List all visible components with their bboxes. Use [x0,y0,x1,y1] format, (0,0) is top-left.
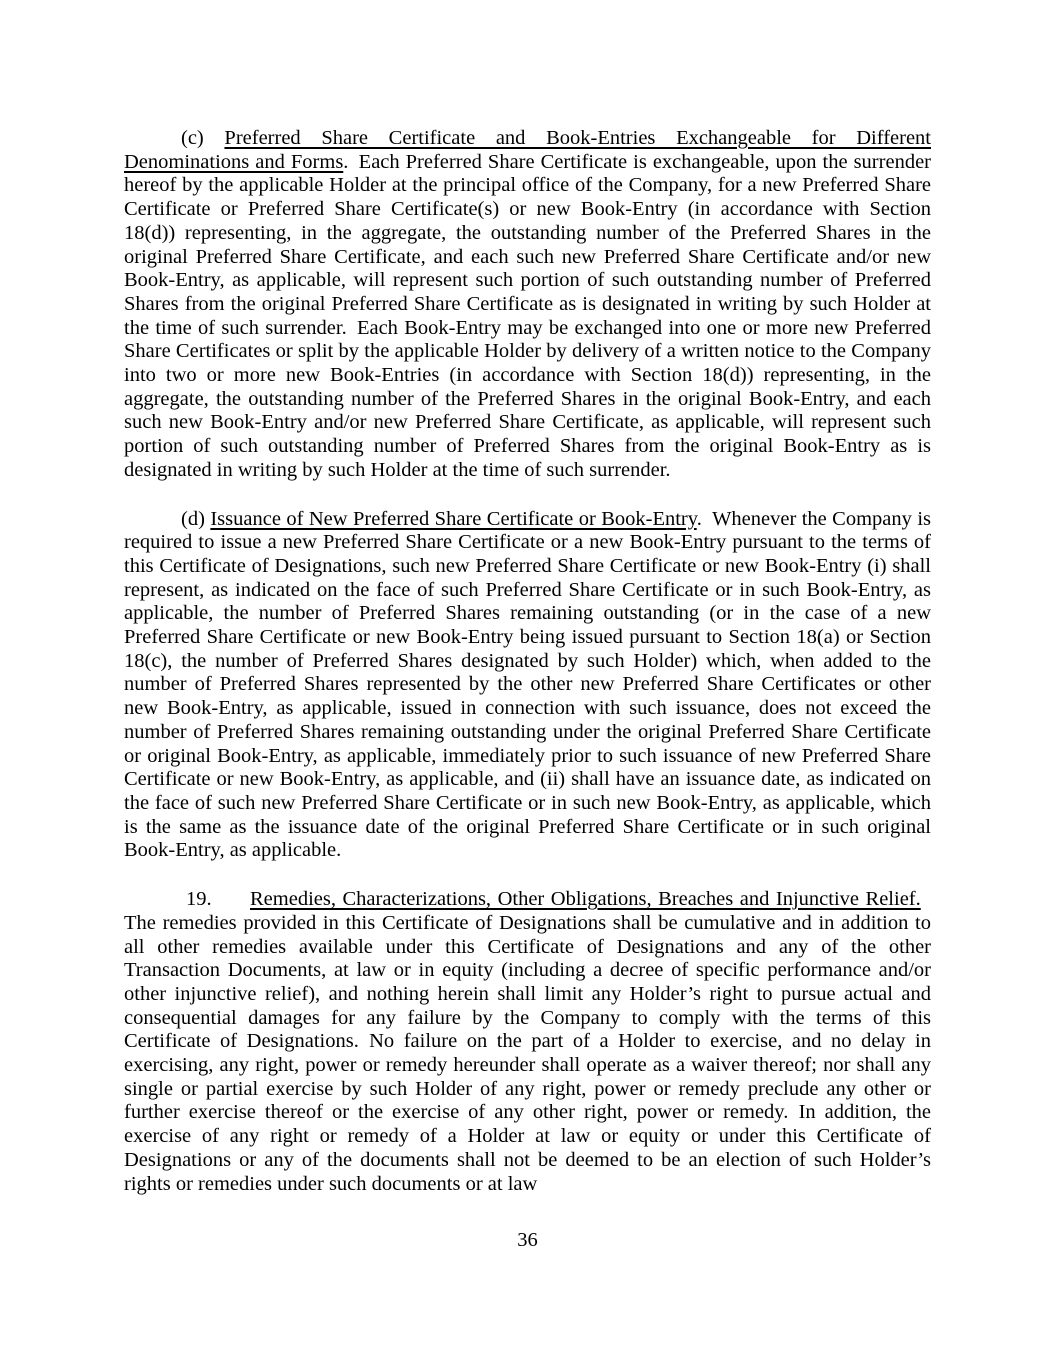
paragraph-c [124,127,931,483]
heading-separator: . [343,150,359,173]
paragraph-label: 19. [186,888,212,911]
paragraph-d [124,508,931,864]
page-content [124,127,931,1196]
paragraph-body: The remedies provided in this Certificate of Designations shall be cumulative and in addition to all other remedies available under this Certificate of Designations and any of the other Transaction Documents, at law or in equity (including a decree of specific performance and/or other injunctive relief), and nothing herein shall limit any Holder’s right to pursue actual and consequential damages for any failure by the Company to comply with the terms of this Certificate of Designations. No failure on the part of a Holder to exercise, and no delay in exercising, any right, power or remedy hereunder shall operate as a waiver thereof; nor shall any single or partial exercise by such Holder of any right, power or remedy preclude any other or further exercise thereof or the exercise of any other right, power or remedy. In addition, the exercise of any right or remedy of a Holder at law or equity or under this Certificate of Designations or any of the documents shall not be deemed to be an election of such Holder’s rights or remedies under such documents or at law [124,911,931,1195]
section-heading: Remedies, Characterizations, Other Obligations, Breaches and Injunctive Relief. [250,888,921,911]
section-heading: Preferred Share Certificate and Book-Entries Exchangeable for Different Denominations and Forms [124,127,931,173]
section-heading: Issuance of New Preferred Share Certificate or Book-Entry [210,507,697,530]
paragraph-19 [124,888,931,1196]
paragraph-body: Each Preferred Share Certificate is exchangeable, upon the surrender hereof by the applicable Holder at the principal office of the Company, for a new Preferred Share Certificate or Preferred Share Certificate(s) or new Book-Entry (in accordance with Section 18(d)) representing, in the aggregate, the outstanding number of the Preferred Shares in the original Preferred Share Certificate, and each such new Preferred Share Certificate and/or new Book-Entry, as applicable, will represent such portion of such outstanding number of Preferred Shares from the original Preferred Share Certificate as is designated in writing by such Holder at the time of such surrender. Each Book-Entry may be exchanged into one or more new Preferred Share Certificates or split by the applicable Holder by delivery of a written notice to the Company into two or more new Book-Entries (in accordance with Section 18(d)) representing, in the aggregate, the outstanding number of the Preferred Shares in the original Book-Entry, and each such new Book-Entry and/or new Preferred Share Certificate, as applicable, will represent such portion of such outstanding number of Preferred Shares from the original Book-Entry as is designated in writing by such Holder at the time of such surrender. [124,150,931,481]
heading-separator [921,888,931,910]
paragraph-body: Whenever the Company is required to issue a new Preferred Share Certificate or a new Book-Entry pursuant to the terms of this Certificate of Designations, such new Preferred Share Certificate or new Book-Entry (i) shall represent, as indicated on the face of such Preferred Share Certificate or in such Book-Entry, as applicable, the number of Preferred Shares remaining outstanding (or in the case of a new Preferred Share Certificate or new Book-Entry being issued pursuant to Section 18(a) or Section 18(c), the number of Preferred Shares designated by such Holder) which, when added to the number of Preferred Shares represented by the other new Preferred Share Certificates or other new Book-Entry, as applicable, issued in connection with such issuance, does not exceed the number of Preferred Shares remaining outstanding under the original Preferred Share Certificate or original Book-Entry, as applicable, immediately prior to such issuance of new Preferred Share Certificate or new Book-Entry, as applicable, and (ii) shall have an issuance date, as indicated on the face of such new Preferred Share Certificate or in such new Book-Entry, as applicable, which is the same as the issuance date of the original Preferred Share Certificate or in such original Book-Entry, as applicable. [124,507,932,862]
paragraph-label: (c) [181,127,225,149]
heading-separator: . [696,507,713,530]
paragraph-label: (d) [181,507,211,530]
page-number: 36 [517,1229,538,1251]
